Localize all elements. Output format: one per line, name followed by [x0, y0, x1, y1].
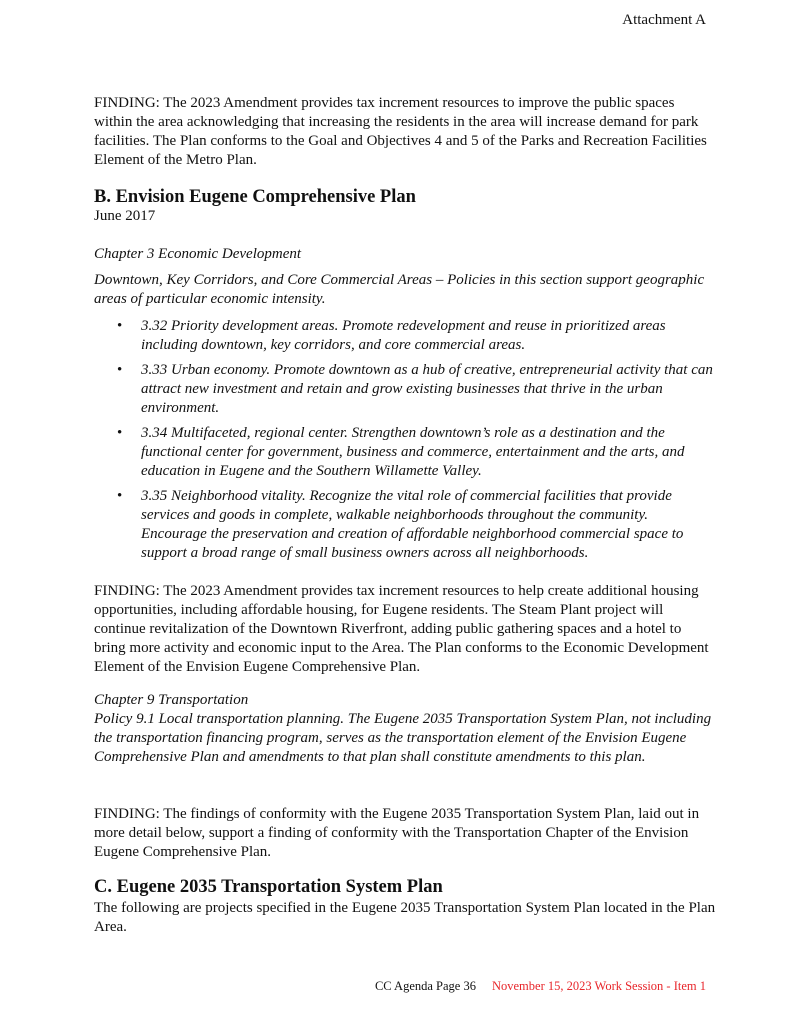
bullet-icon: •: [117, 488, 123, 504]
chapter3-intro: Downtown, Key Corridors, and Core Commercial Areas – Policies in this section support geographic areas of particular economic intensity.: [94, 272, 705, 307]
agenda-page: CC Agenda Page 36: [374, 979, 476, 993]
bullet-icon: •: [117, 425, 123, 441]
attachment-label: Attachment A: [622, 12, 706, 28]
bullet-icon: •: [117, 318, 123, 334]
policy-item: • 3.33 Urban economy. Promote downtown as a hub of creative, entrepreneurial activity that can attract new investment and retain and grow existing businesses that thrive in the urban environment.: [117, 362, 713, 416]
bullet-icon: •: [117, 362, 123, 378]
chapter3-title: Chapter 3 Economic Development: [94, 246, 302, 262]
section-c-heading: C. Eugene 2035 Transportation System Plan: [94, 877, 443, 897]
section-b-heading: B. Envision Eugene Comprehensive Plan: [94, 187, 416, 207]
session-label: November 15, 2023 Work Session - Item 1: [491, 979, 706, 993]
policy-item: • 3.32 Priority development areas. Promote redevelopment and reuse in prioritized areas including downtown, key corridors, and core commercial areas.: [117, 318, 666, 353]
finding-econ: FINDING: The 2023 Amendment provides tax increment resources to help create additional housing opportunities, including affordable housing, for Eugene residents. The Steam Plant project will continue revitalization of the Downtown Riverfront, adding public gathering spaces and a hotel to bring more activity and economic input to the Area. The Plan conforms to the Economic Development Element of the Envision Eugene Comprehensive Plan.: [94, 583, 709, 675]
page-footer: [375, 977, 706, 996]
policy-9-1: Policy 9.1 Local transportation planning. The Eugene 2035 Transportation System Plan, not including the transportation financing program, serves as the transportation element of the Envision Eugene Comprehensive Plan and amendments to that plan shall constitute amendments to this plan.: [94, 711, 712, 765]
section-b-date: June 2017: [94, 208, 156, 224]
section-c-intro: The following are projects specified in the Eugene 2035 Transportation System Plan located in the Plan Area.: [94, 900, 716, 935]
policy-list: [94, 317, 716, 569]
policy-item: • 3.35 Neighborhood vitality. Recognize the vital role of commercial facilities that provide services and goods in complete, walkable neighborhoods throughout the community. Encourage the preservation and creation of affordable neighborhood commercial space to support a broad range of small business owners across all neighborhoods.: [117, 488, 684, 561]
finding-transport: FINDING: The findings of conformity with the Eugene 2035 Transportation System Plan, laid out in more detail below, support a finding of conformity with the Transportation Chapter of the Envision Eugene Comprehensive Plan.: [94, 806, 700, 860]
policy-item: • 3.34 Multifaceted, regional center. Strengthen downtown’s role as a destination and the functional center for government, business and commerce, entertainment and the arts, and education in Eugene and the Southern Willamette Valley.: [117, 425, 685, 479]
chapter9-title: Chapter 9 Transportation: [94, 692, 249, 708]
finding-parks: FINDING: The 2023 Amendment provides tax increment resources to improve the public spaces within the area acknowledging that increasing the residents in the area will increase demand for park facilities. The Plan conforms to the Goal and Objectives 4 and 5 of the Parks and Recreation Facilities Element of the Metro Plan.: [94, 95, 707, 168]
